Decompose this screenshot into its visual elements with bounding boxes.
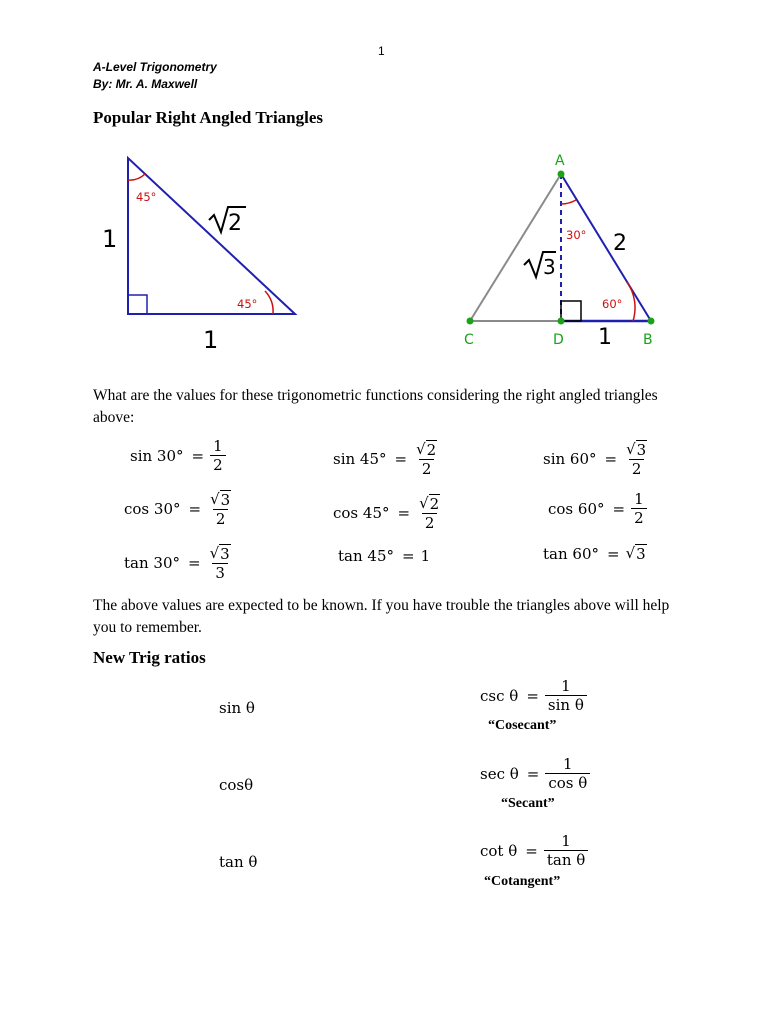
eq-sec-den: cos θ [545, 773, 590, 792]
eq-sin30-lhs: sin 30° [130, 446, 184, 465]
eq-tan30-den: 3 [212, 563, 228, 582]
eq-cot [480, 832, 588, 869]
eq-sin30 [130, 437, 226, 474]
triangle1-angle-top: 45° [136, 190, 157, 204]
triangle2-label-a: A [555, 153, 565, 169]
eq-csc-fraction [545, 677, 587, 714]
triangle1-hypotenuse: 2 [228, 211, 242, 236]
eq-sin45-den: 2 [419, 459, 435, 478]
eq-tan60-rhs: 3 [636, 545, 646, 563]
eq-sin45-fraction [413, 440, 440, 478]
eq-sin60 [543, 440, 650, 478]
sqrt-icon: √ 3 [209, 544, 230, 563]
eq-cos60 [548, 490, 647, 527]
eq-cos45-den: 2 [422, 513, 438, 532]
eq-cos45-num: 2 [429, 495, 440, 513]
eq-sec [480, 755, 590, 792]
triangle1-outline [128, 158, 295, 314]
doc-author: By: Mr. A. Maxwell [93, 77, 198, 91]
eq-cos30 [124, 490, 234, 528]
eq-csc-lhs: csc θ [480, 686, 519, 705]
sqrt-icon: √ 2 [419, 494, 440, 513]
eq-sin30-equals: = [191, 446, 205, 465]
eq-sin45-lhs: sin 45° [333, 450, 387, 468]
ratio-left-sin: sin θ [219, 699, 255, 717]
eq-cos45-lhs: cos 45° [333, 504, 390, 522]
section-title-new-trig-ratios: New Trig ratios [93, 648, 206, 667]
eq-sin45-equals: = [394, 450, 408, 468]
note-text: The above values are expected to be known. If you have trouble the triangles above will help you to remember. [93, 597, 670, 636]
sqrt-icon: √ 2 [416, 440, 437, 459]
triangle2-angle-arc-right [627, 282, 635, 321]
eq-tan60 [543, 544, 647, 563]
eq-sin60-equals: = [604, 450, 618, 468]
eq-cos45-equals: = [397, 504, 411, 522]
eq-tan30-fraction [207, 544, 234, 582]
eq-sec-lhs: sec θ [480, 764, 519, 783]
eq-cos60-num: 1 [634, 490, 644, 508]
triangle2-point-d [558, 318, 565, 325]
triangle2-right-angle-mark [561, 301, 581, 321]
triangle1-angle-right: 45° [237, 297, 258, 311]
triangle2-label-d: D [553, 332, 564, 348]
eq-csc-equals: = [526, 686, 539, 705]
triangle1-angle-arc-top [128, 174, 145, 180]
triangle2-angle-top: 30° [566, 228, 587, 242]
eq-tan45 [338, 547, 430, 565]
eq-sin30-num: 1 [213, 437, 223, 455]
eq-cos60-equals: = [612, 499, 626, 518]
section-title-popular-triangles: Popular Right Angled Triangles [93, 108, 324, 127]
eq-cos30-den: 2 [213, 509, 229, 528]
eq-cos30-fraction [207, 490, 234, 528]
eq-cot-den: tan θ [544, 850, 588, 869]
eq-sec-equals: = [526, 764, 540, 783]
sqrt-icon: √ 3 [625, 544, 646, 563]
eq-sin60-den: 2 [629, 459, 645, 478]
eq-cos60-den: 2 [631, 508, 647, 527]
triangle2-angle-right: 60° [602, 297, 623, 311]
triangle2-angle-arc-top [561, 200, 576, 204]
eq-cot-lhs: cot θ [480, 841, 518, 860]
triangle2-point-b [648, 318, 655, 325]
eq-tan45-lhs: tan 45° [338, 547, 394, 565]
triangle2-label-b: B [643, 332, 653, 348]
triangle1-angle-arc-right [265, 291, 273, 314]
ratio-left-tan: tan θ [219, 853, 258, 871]
ratio-name-cosecant: “Cosecant” [488, 718, 557, 733]
eq-tan30-lhs: tan 30° [124, 554, 180, 572]
eq-cos60-lhs: cos 60° [548, 499, 605, 518]
eq-cot-equals: = [525, 841, 538, 860]
ratio-name-cotangent: “Cotangent” [484, 874, 561, 889]
eq-tan60-equals: = [607, 544, 620, 563]
triangle1-right-angle-mark [128, 295, 147, 314]
eq-csc-den: sin θ [545, 695, 587, 714]
eq-cos45-fraction [416, 494, 443, 532]
question-text: What are the values for these trigonometric functions considering the right angled triangles above: [93, 387, 658, 426]
ratio-name-secant: “Secant” [501, 796, 555, 811]
eq-sec-num: 1 [563, 755, 573, 773]
eq-sin30-fraction [210, 437, 226, 474]
eq-cos45 [333, 494, 443, 532]
triangle2-label-c: C [464, 332, 474, 348]
triangle2-side-ac [470, 174, 561, 321]
sqrt-icon: √ 3 [626, 440, 647, 459]
eq-tan30 [124, 544, 234, 582]
triangle2-point-a [558, 171, 565, 178]
eq-sec-fraction [545, 755, 590, 792]
doc-title: A-Level Trigonometry [93, 60, 217, 74]
eq-tan45-rhs: 1 [420, 547, 431, 565]
eq-csc-num: 1 [561, 677, 571, 695]
eq-sin60-num: 3 [636, 441, 647, 459]
eq-tan45-equals: = [402, 547, 415, 565]
eq-sin60-fraction [623, 440, 650, 478]
eq-cot-num: 1 [561, 832, 571, 850]
eq-sin60-lhs: sin 60° [543, 450, 597, 468]
triangle1-side-bottom: 1 [203, 326, 219, 354]
sqrt-icon: √ 3 [210, 490, 231, 509]
triangle2-side-height: 3 [543, 255, 556, 279]
eq-cos60-fraction [631, 490, 647, 527]
triangle2-side-bottom: 1 [598, 325, 612, 350]
eq-cos30-num: 3 [220, 491, 231, 509]
eq-sin30-den: 2 [210, 455, 226, 474]
triangle-45-45-90 [95, 150, 315, 355]
eq-sin45-num: 2 [426, 441, 437, 459]
eq-tan60-lhs: tan 60° [543, 544, 599, 563]
ratio-left-cos: cosθ [219, 776, 254, 794]
eq-cos30-lhs: cos 30° [124, 500, 181, 518]
eq-sin45 [333, 440, 440, 478]
triangle2-side-hyp: 2 [613, 231, 627, 256]
eq-tan30-num: 3 [220, 545, 230, 563]
eq-cot-fraction [544, 832, 588, 869]
eq-tan30-equals: = [188, 554, 201, 572]
triangle1-side-left: 1 [102, 225, 118, 253]
eq-cos30-equals: = [188, 500, 202, 518]
page-number: 1 [378, 44, 385, 58]
eq-csc [480, 677, 587, 714]
triangle-30-60-90 [455, 148, 670, 353]
triangle2-point-c [467, 318, 474, 325]
